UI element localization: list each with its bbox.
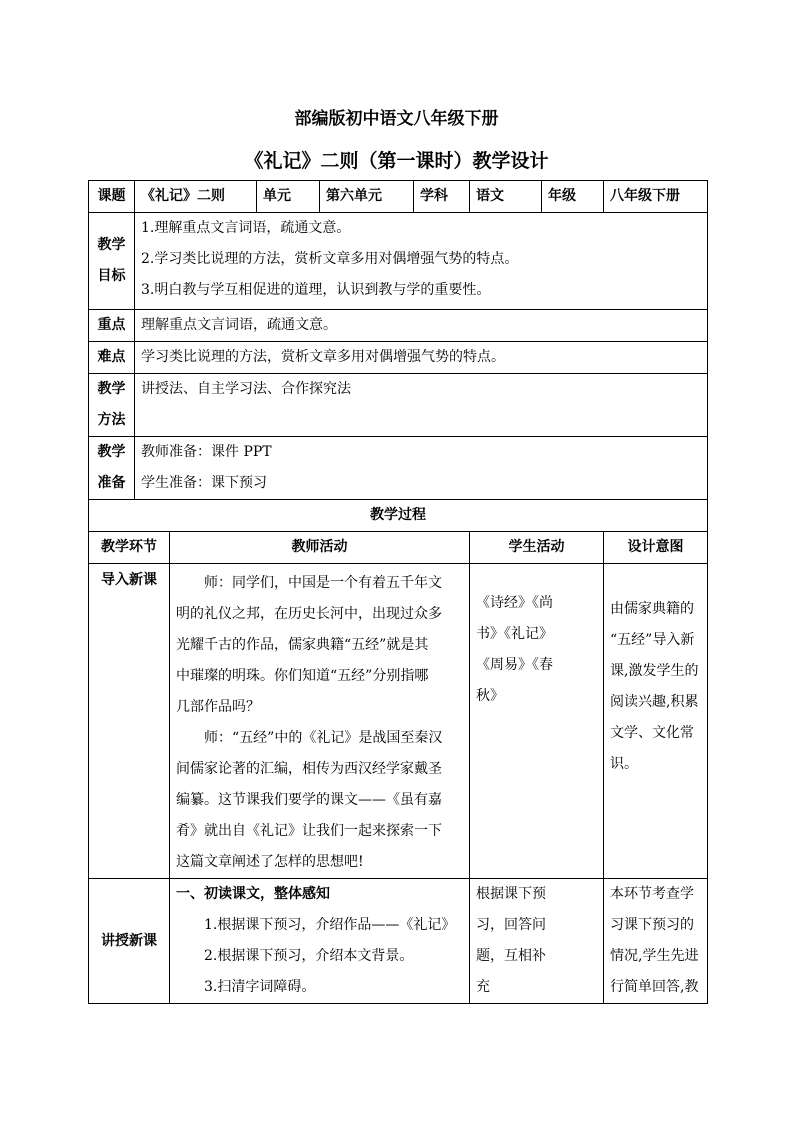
prep-label: 教学 准备 <box>89 437 135 500</box>
col-header-stage: 教学环节 <box>89 532 170 564</box>
goals-content <box>135 213 708 310</box>
lecture-row <box>89 879 708 1004</box>
focus-label: 重点 <box>89 310 135 342</box>
difficulty-row <box>89 342 708 374</box>
goal-item: 1.理解重点文言词语，疏通文意。 <box>141 220 351 236</box>
methods-value: 讲授法、自主学习法、合作探究法 <box>135 374 708 437</box>
lecture-step: 2.根据课下预习，介绍本文背景。 <box>204 948 414 964</box>
col-header-student: 学生活动 <box>470 532 604 564</box>
grade-label: 年级 <box>542 181 604 213</box>
unit-value: 第六单元 <box>320 181 414 213</box>
goal-item: 2.学习类比说理的方法，赏析文章多用对偶增强气势的特点。 <box>141 251 519 267</box>
subject-label: 学科 <box>414 181 470 213</box>
lecture-step: 3.扫清字词障碍。 <box>204 979 316 995</box>
lesson-plan-table <box>88 180 708 1004</box>
goal-item: 3.明白教与学互相促进的道理，认识到教与学的重要性。 <box>141 282 491 298</box>
topic-value: 《礼记》二则 <box>135 181 257 213</box>
lecture-step: 1.根据课下预习，介绍作品——《礼记》 <box>204 917 456 933</box>
goals-row <box>89 213 708 310</box>
subject-value: 语文 <box>470 181 542 213</box>
document-title: 部编版初中语文八年级下册 <box>294 109 499 129</box>
focus-row <box>89 310 708 342</box>
info-row <box>89 181 708 213</box>
document-subtitle: 《礼记》二则（第一课时）教学设计 <box>244 150 549 172</box>
intro-student-activity: 《诗经》《尚 书》《礼记》 《周易》《春 秋》 <box>470 564 604 879</box>
topic-label: 课题 <box>89 181 135 213</box>
prep-row <box>89 437 708 500</box>
difficulty-label: 难点 <box>89 342 135 374</box>
process-title-row <box>89 500 708 532</box>
intro-stage: 导入新课 <box>89 564 170 879</box>
col-header-intent: 设计意图 <box>604 532 708 564</box>
intro-teacher-activity: 师：同学们，中国是一个有着五千年文 明的礼仪之邦，在历史长河中，出现过众多 光耀千古的作品，儒家典籍“五经”就是其 中璀璨的明珠。你们知道“五经”分别指哪 几部作品吗？ 师：“五经”中的《礼记》是战国至秦汉 间儒家论著的汇编，相传为西汉经学家戴圣 编纂。这节课我们要学的课文——《虽有嘉 肴》就出自《礼记》让我们一起来探索一下 这篇文章阐述了怎样的思想吧! <box>170 564 470 879</box>
lecture-section-title: 一、初读课文，整体感知 <box>176 886 330 902</box>
methods-label: 教学 方法 <box>89 374 135 437</box>
student-prep: 学生准备：课下预习 <box>141 475 267 491</box>
focus-value: 理解重点文言词语，疏通文意。 <box>135 310 708 342</box>
col-header-teacher: 教师活动 <box>170 532 470 564</box>
grade-value: 八年级下册 <box>604 181 708 213</box>
prep-content <box>135 437 708 500</box>
lecture-stage: 讲授新课 <box>89 879 170 1004</box>
lecture-student-activity: 根据课下预 习，回答问 题，互相补 充 <box>470 879 604 1004</box>
difficulty-value: 学习类比说理的方法，赏析文章多用对偶增强气势的特点。 <box>135 342 708 374</box>
process-header-row <box>89 532 708 564</box>
goals-label: 教学 目标 <box>89 213 135 310</box>
methods-row <box>89 374 708 437</box>
lecture-teacher-activity <box>170 879 470 1004</box>
unit-label: 单元 <box>257 181 320 213</box>
process-title: 教学过程 <box>89 500 708 532</box>
intro-row <box>89 564 708 879</box>
intro-design-intent: 由儒家典籍的 “五经”导入新 课,激发学生的 阅读兴趣,积累 文学、文化常 识。 <box>604 564 708 879</box>
teacher-prep: 教师准备：课件 PPT <box>141 444 272 460</box>
lecture-design-intent: 本环节考查学 习课下预习的 情况,学生先进 行简单回答,教 <box>604 879 708 1004</box>
